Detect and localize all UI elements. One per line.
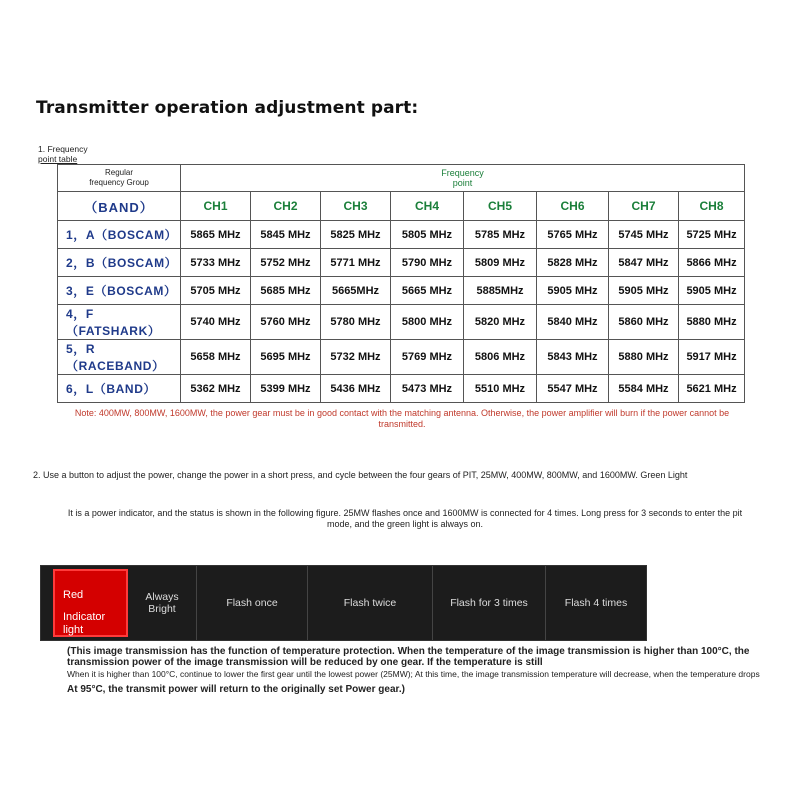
flash-once-cell: Flash once <box>196 566 307 640</box>
table-row <box>58 277 745 305</box>
frequency-cell: 5769 MHz <box>391 340 464 375</box>
frequency-cell: 5436 MHz <box>321 375 391 403</box>
frequency-cell: 5665MHz <box>321 277 391 305</box>
frequency-cell: 5510 MHz <box>464 375 537 403</box>
temp-line1: (This image transmission has the function of temperature protection. When the temperature of the image transmission is higher than 100°C, the transmission power of the image transmission will be reduced by one gear. If the temperature is still <box>67 646 750 668</box>
frequency-table <box>57 164 745 403</box>
bright-label: Bright <box>148 603 176 615</box>
red-indicator-light <box>53 569 128 637</box>
channel-header: CH5 <box>464 192 537 221</box>
band-label: 4，F（FATSHARK） <box>58 305 181 340</box>
frequency-cell: 5917 MHz <box>679 340 745 375</box>
flash-four-cell: Flash 4 times <box>545 566 646 640</box>
frequency-cell: 5800 MHz <box>391 305 464 340</box>
band-label: 5，R（RACEBAND） <box>58 340 181 375</box>
frequency-point-header <box>181 165 745 192</box>
frequency-cell: 5825 MHz <box>321 221 391 249</box>
frequency-cell: 5665 MHz <box>391 277 464 305</box>
frequency-cell: 5865 MHz <box>181 221 251 249</box>
channel-header: CH6 <box>537 192 609 221</box>
freq-point-line1: Frequency <box>441 168 484 178</box>
table-row <box>58 249 745 277</box>
channel-header: CH4 <box>391 192 464 221</box>
table-label <box>38 144 88 164</box>
frequency-cell: 5621 MHz <box>679 375 745 403</box>
frequency-cell: 5785 MHz <box>464 221 537 249</box>
frequency-cell: 5860 MHz <box>609 305 679 340</box>
table-row <box>58 340 745 375</box>
table-row <box>58 221 745 249</box>
frequency-cell: 5695 MHz <box>251 340 321 375</box>
band-label: 1，A（BOSCAM） <box>58 221 181 249</box>
band-header: （BAND） <box>58 192 181 221</box>
red-label: Red <box>63 589 84 601</box>
always-bright-cell <box>128 566 196 640</box>
table-row <box>58 305 745 340</box>
group-header <box>58 165 181 192</box>
frequency-cell: 5685 MHz <box>251 277 321 305</box>
frequency-cell: 5732 MHz <box>321 340 391 375</box>
frequency-cell: 5547 MHz <box>537 375 609 403</box>
always-label: Always <box>145 591 179 603</box>
frequency-cell: 5771 MHz <box>321 249 391 277</box>
table-row <box>58 375 745 403</box>
band-label: 6，L（BAND） <box>58 375 181 403</box>
indicator-light-chart <box>40 565 647 641</box>
frequency-cell: 5880 MHz <box>679 305 745 340</box>
frequency-cell: 5847 MHz <box>609 249 679 277</box>
frequency-cell: 5805 MHz <box>391 221 464 249</box>
freq-point-line2: point <box>452 178 473 188</box>
frequency-cell: 5473 MHz <box>391 375 464 403</box>
channel-header: CH7 <box>609 192 679 221</box>
frequency-cell: 5733 MHz <box>181 249 251 277</box>
channel-header: CH1 <box>181 192 251 221</box>
channel-header: CH3 <box>321 192 391 221</box>
frequency-cell: 5399 MHz <box>251 375 321 403</box>
flash-twice-cell: Flash twice <box>307 566 432 640</box>
frequency-cell: 5905 MHz <box>537 277 609 305</box>
frequency-cell: 5745 MHz <box>609 221 679 249</box>
frequency-cell: 5740 MHz <box>181 305 251 340</box>
frequency-cell: 5584 MHz <box>609 375 679 403</box>
step2-continued-text: It is a power indicator, and the status is shown in the following figure. 25MW flashes once and 1600MW is connected for 4 times. Long press for 3 seconds to enter the pit mode, and the green light is always on. <box>67 508 743 529</box>
step2-text: 2. Use a button to adjust the power, change the power in a short press, and cycle between the four gears of PIT, 25MW, 400MW, 800MW, and 1600MW. Green Light <box>33 470 688 480</box>
band-label: 2，B（BOSCAM） <box>58 249 181 277</box>
frequency-cell: 5880 MHz <box>609 340 679 375</box>
band-label: 3，E（BOSCAM） <box>58 277 181 305</box>
channel-header: CH2 <box>251 192 321 221</box>
temp-line2: When it is higher than 100°C, continue to lower the first gear until the lowest power (25MW); At this time, the image transmission temperature will decrease, when the temperature drops <box>67 669 760 679</box>
frequency-cell: 5905 MHz <box>679 277 745 305</box>
page-title: Transmitter operation adjustment part: <box>36 98 419 118</box>
frequency-cell: 5866 MHz <box>679 249 745 277</box>
frequency-cell: 5809 MHz <box>464 249 537 277</box>
frequency-cell: 5790 MHz <box>391 249 464 277</box>
frequency-cell: 5905 MHz <box>609 277 679 305</box>
frequency-cell: 5843 MHz <box>537 340 609 375</box>
warning-note: Note: 400MW, 800MW, 1600MW, the power gear must be in good contact with the matching antenna. Otherwise, the power amplifier will burn if the power cannot be transmitted. <box>74 408 730 429</box>
temperature-protection-text <box>67 646 777 696</box>
frequency-cell: 5840 MHz <box>537 305 609 340</box>
frequency-cell: 5765 MHz <box>537 221 609 249</box>
frequency-cell: 5820 MHz <box>464 305 537 340</box>
table-label-line2: point table <box>38 154 78 164</box>
group-header-line2: frequency Group <box>89 178 149 187</box>
indicator-light-label: Indicator light <box>63 611 106 636</box>
group-header-line1: Regular <box>104 168 133 177</box>
frequency-cell: 5845 MHz <box>251 221 321 249</box>
table-label-line1: 1. Frequency <box>38 144 88 154</box>
frequency-cell: 5658 MHz <box>181 340 251 375</box>
frequency-cell: 5828 MHz <box>537 249 609 277</box>
frequency-cell: 5705 MHz <box>181 277 251 305</box>
frequency-cell: 5780 MHz <box>321 305 391 340</box>
frequency-cell: 5760 MHz <box>251 305 321 340</box>
frequency-cell: 5752 MHz <box>251 249 321 277</box>
frequency-cell: 5362 MHz <box>181 375 251 403</box>
flash-three-cell: Flash for 3 times <box>432 566 545 640</box>
frequency-cell: 5725 MHz <box>679 221 745 249</box>
frequency-cell: 5885MHz <box>464 277 537 305</box>
frequency-cell: 5806 MHz <box>464 340 537 375</box>
temp-line3: At 95°C, the transmit power will return to the originally set Power gear.) <box>67 684 405 695</box>
channel-header: CH8 <box>679 192 745 221</box>
